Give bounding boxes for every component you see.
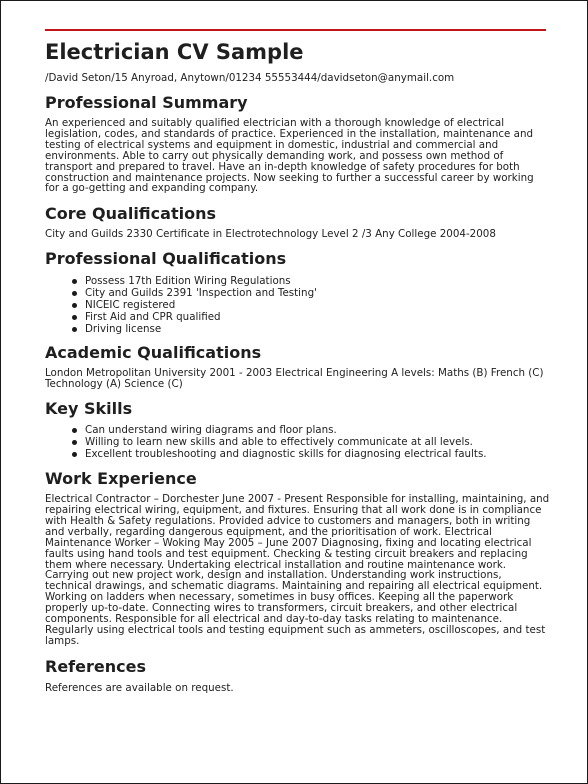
contact-line: /David Seton/15 Anyroad, Anytown/01234 55553444/davidseton@anymail.com	[45, 72, 455, 84]
top-accent-rule	[45, 29, 546, 31]
core-heading: Core Qualifications	[45, 204, 216, 224]
list-item: Excellent troubleshooting and diagnostic skills for diagnosing electrical faults.	[85, 448, 550, 460]
list-item: Willing to learn new skills and able to effectively communicate at all levels.	[85, 436, 550, 448]
skills-list	[45, 424, 550, 460]
list-item: Driving license	[85, 323, 550, 335]
core-text: City and Guilds 2330 Certificate in Electrotechnology Level 2 /3 Any College 2004-2008	[45, 228, 496, 241]
professional-list	[45, 275, 550, 335]
cv-title: Electrician CV Sample	[45, 40, 304, 64]
references-heading: References	[45, 656, 146, 676]
work-text: Electrical Contractor – Dorchester June 2007 - Present Responsible for installing, maintaining, and repairing electrical wiring, equipment, and fixtures. Ensuring that all work done is in compliance with Health & Safety regulations. Provided advice to customers and managers, both in writing and verbally, regarding dangerous equipment, and the prioritisation of work. Electrical Maintenance Worker – Woking May 2005 – June 2007 Diagnosing, fixing and locating electrical faults using hand tools and test equipment. Checking & testing circuit breakers and replacing them where necessary. Undertaking electrical installation and routine maintenance work. Carrying out new project work, design and installation. Understanding work instructions, technical drawings, and schematic diagrams. Maintaining and repairing all electrical equipment. Working on ladders when necessary, sometimes in busy offices. Keeping all the paperwork properly up-to-date. Connecting wires to transformers, circuit breakers, and other electrical components. Responsible for all electrical and day-to-day tasks relating to maintenance. Regularly using electrical tools and testing equipment such as ammeters, oscilloscopes, and test lamps.	[45, 493, 550, 647]
summary-text: An experienced and suitably qualified electrician with a thorough knowledge of electrical legislation, codes, and standards of practice. Experienced in the installation, maintenance and testing of electrical systems and equipment in domestic, industrial and commercial and environments. Able to carry out physically demanding work, and possess own method of transport and prepared to travel. Have an in-depth knowledge of safety procedures for both construction and maintenance projects. Now seeking to further a successful career by working for a go-getting and expanding company.	[45, 117, 534, 195]
references-text: References are available on request.	[45, 681, 234, 694]
list-item: NICEIC registered	[85, 299, 550, 311]
skills-heading: Key Skills	[45, 399, 133, 419]
professional-heading: Professional Qualifications	[45, 249, 287, 269]
summary-heading: Professional Summary	[45, 93, 248, 112]
cv-content	[45, 39, 550, 694]
academic-heading: Academic Qualifications	[45, 343, 262, 363]
academic-text: London Metropolitan University 2001 - 2003 Electrical Engineering A levels: Maths (B) French (C) Technology (A) Science (C)	[45, 367, 544, 391]
list-item: First Aid and CPR qualified	[85, 311, 550, 323]
list-item: Can understand wiring diagrams and floor plans.	[85, 424, 550, 436]
work-heading: Work Experience	[45, 469, 197, 489]
list-item: Possess 17th Edition Wiring Regulations	[85, 275, 550, 287]
list-item: City and Guilds 2391 'Inspection and Testing'	[85, 287, 550, 299]
